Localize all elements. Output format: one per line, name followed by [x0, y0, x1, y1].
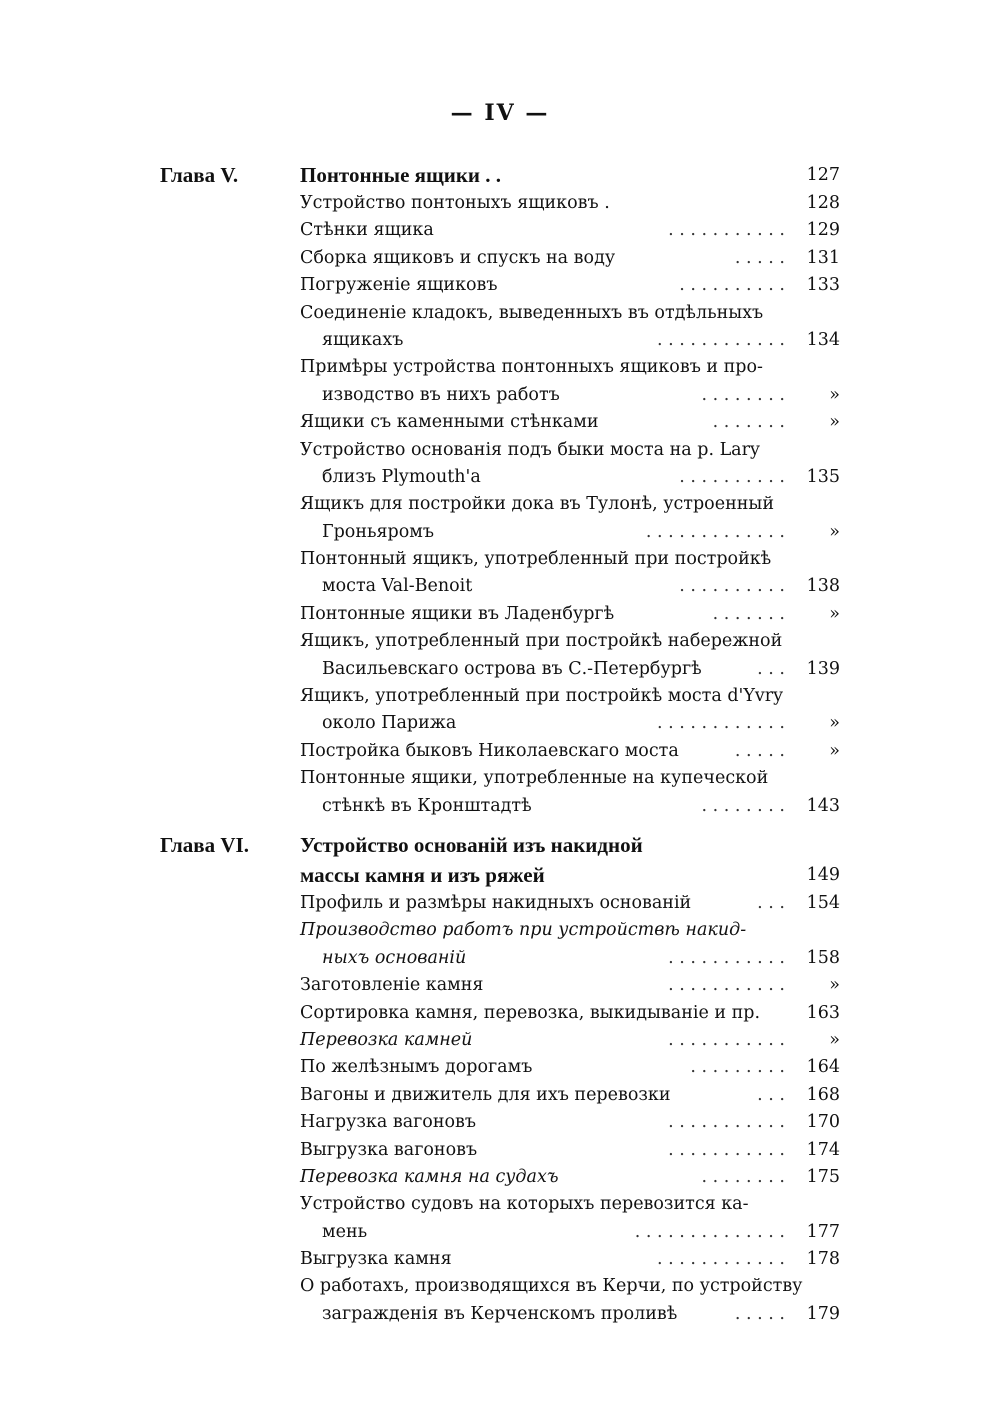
- toc-entry-text: Васильевскаго острова въ С.-Петербургѣ: [322, 658, 702, 679]
- toc-entry-row: [0, 656, 1000, 683]
- toc-entry-row: [0, 491, 1000, 518]
- leader-dots: . . . . . . .: [712, 412, 785, 433]
- leader-dots: . . . . .: [734, 1303, 785, 1324]
- leader-dots: . . . . . . . .: [701, 795, 785, 816]
- toc-entry-text: О работахъ, производящихся въ Керчи, по устройству: [300, 1276, 803, 1297]
- toc-entry-text: Заготовленіе камня: [300, 975, 484, 996]
- leader-dots: . . . . . . . . . . .: [668, 975, 785, 996]
- toc-entry-text: Стѣнки ящика: [300, 220, 434, 241]
- toc-entry-row: [0, 1301, 1000, 1328]
- toc-entry-page: »: [829, 740, 840, 761]
- chapter-label: Глава V.: [160, 163, 239, 187]
- toc-entry-page: 139: [806, 658, 840, 679]
- toc-entry-row: [0, 917, 1000, 944]
- toc-entry-row: [0, 1191, 1000, 1218]
- toc-entry-row: [0, 738, 1000, 765]
- toc-entry-page: »: [829, 384, 840, 405]
- table-of-contents: [0, 160, 1000, 1328]
- toc-entry-row: [0, 1000, 1000, 1027]
- toc-entry-text: Выгрузка вагоновъ: [300, 1139, 478, 1160]
- toc-entry-row: [0, 354, 1000, 381]
- toc-entry-page: 168: [806, 1084, 840, 1105]
- toc-entry-text: Перевозка камней: [300, 1029, 473, 1050]
- leader-dots: . . . . .: [734, 247, 785, 268]
- toc-entry-text: Ящикъ для постройки дока въ Тулонѣ, устроенный: [300, 494, 774, 515]
- leader-dots: . . . . . . .: [712, 603, 785, 624]
- toc-entry-text: Постройка быковъ Николаевскаго моста: [300, 740, 679, 761]
- toc-entry-page: »: [829, 1029, 840, 1050]
- toc-entry-page: »: [829, 603, 840, 624]
- toc-entry-page: 129: [806, 220, 840, 241]
- toc-entry-text: около Парижа: [322, 713, 457, 734]
- toc-entry-text: ныхъ основаній: [322, 947, 467, 968]
- toc-entry-row: [0, 409, 1000, 436]
- toc-entry-text: Ящикъ, употребленный при постройкѣ моста d'Yvry: [300, 686, 784, 707]
- toc-entry-text: Профиль и размѣры накидныхъ основаній: [300, 892, 692, 913]
- toc-entry-row: [0, 601, 1000, 628]
- toc-entry-text: Соединеніе кладокъ, выведенныхъ въ отдѣльныхъ: [300, 302, 764, 323]
- toc-entry-text: Понтонный ящикъ, употребленный при постройкѣ: [300, 549, 772, 570]
- toc-entry-page: 158: [806, 947, 840, 968]
- toc-entry-row: [0, 1246, 1000, 1273]
- toc-entry-text: Понтонные ящики въ Ладенбургѣ: [300, 603, 615, 624]
- leader-dots: . . . . . . . . . .: [679, 576, 785, 597]
- toc-entry-row: [0, 1164, 1000, 1191]
- toc-entry-row: [0, 683, 1000, 710]
- toc-entry-row: [0, 245, 1000, 272]
- toc-entry-page: 175: [806, 1166, 840, 1187]
- toc-entry-row: [0, 573, 1000, 600]
- toc-entry-row: [0, 628, 1000, 655]
- chapter-heading-row: [0, 860, 1000, 890]
- toc-entry-row: [0, 519, 1000, 546]
- toc-entry-row: [0, 217, 1000, 244]
- toc-entry-page: 154: [806, 892, 840, 913]
- toc-entry-row: [0, 1082, 1000, 1109]
- toc-entry-page: »: [829, 521, 840, 542]
- toc-entry-text: загражденія въ Керченскомъ проливѣ: [322, 1303, 678, 1324]
- leader-dots: . . . . . . . . . . . .: [657, 1249, 785, 1270]
- leader-dots: . . . . . . . . . . .: [668, 1112, 785, 1133]
- leader-dots: . . . . . . . . . . . . .: [645, 521, 785, 542]
- toc-entry-text: Производство работъ при устройствѣ накид-: [300, 920, 747, 941]
- toc-entry-text: Примѣры устройства понтонныхъ ящиковъ и про-: [300, 357, 763, 378]
- leader-dots: . . .: [757, 892, 785, 913]
- leader-dots: . . . . . . . . . .: [679, 275, 785, 296]
- toc-entry-row: [0, 793, 1000, 820]
- toc-entry-row: [0, 327, 1000, 354]
- toc-entry-row: [0, 437, 1000, 464]
- toc-entry-page: 131: [806, 247, 840, 268]
- toc-entry-text: Понтонные ящики, употребленные на купеческой: [300, 768, 769, 789]
- toc-entry-row: [0, 1027, 1000, 1054]
- toc-entry-row: [0, 1219, 1000, 1246]
- toc-entry-row: [0, 546, 1000, 573]
- toc-entry-text: моста Val-Benoit: [322, 576, 473, 597]
- toc-entry-text: Гроньяромъ: [322, 521, 435, 542]
- toc-entry-row: [0, 272, 1000, 299]
- toc-entry-row: [0, 1137, 1000, 1164]
- toc-entry-page: »: [829, 975, 840, 996]
- leader-dots: . . . . . . . . . . . .: [657, 329, 785, 350]
- chapter-gap: [0, 820, 1000, 830]
- toc-entry-page: 170: [806, 1112, 840, 1133]
- toc-entry-text: Ящики съ каменными стѣнками: [300, 412, 599, 433]
- toc-entry-text: Перевозка камня на судахъ: [300, 1166, 559, 1187]
- toc-entry-row: [0, 765, 1000, 792]
- toc-entry-page: 177: [806, 1221, 840, 1242]
- toc-entry-page: 133: [806, 275, 840, 296]
- toc-entry-text: Нагрузка вагоновъ: [300, 1112, 477, 1133]
- toc-entry-page: »: [829, 713, 840, 734]
- toc-entry-row: [0, 464, 1000, 491]
- leader-dots: . . . . . . . . . . . .: [657, 713, 785, 734]
- chapter-page: 127: [806, 165, 840, 185]
- toc-entry-row: [0, 1109, 1000, 1136]
- toc-entry-row: [0, 1054, 1000, 1081]
- toc-entry-text: Устройство понтоныхъ ящиковъ .: [300, 193, 610, 213]
- leader-dots: . . . . . . . . . . .: [668, 220, 785, 241]
- toc-entry-page: 134: [806, 329, 840, 350]
- chapter-title: Устройство основаній изъ накидной: [300, 832, 643, 857]
- toc-entry-page: 143: [806, 795, 840, 816]
- toc-entry-text: Устройство основанія подъ быки моста на р. Lary: [300, 439, 760, 460]
- toc-entry-text: стѣнкѣ въ Кронштадтѣ: [322, 795, 532, 816]
- leader-dots: . . . . . . . . .: [690, 1057, 785, 1078]
- toc-entry-text: Устройство судовъ на которыхъ перевозится ка-: [300, 1194, 749, 1215]
- toc-entry-text: ящикахъ: [322, 329, 404, 350]
- page-header: — IV —: [450, 100, 550, 126]
- toc-entry-row: [0, 190, 1000, 217]
- toc-entry-text: близъ Plymouth'a: [322, 466, 481, 487]
- leader-dots: . . . . . . . . . .: [679, 466, 785, 487]
- leader-dots: . . . . . . . .: [701, 1166, 785, 1187]
- toc-entry-page: 138: [806, 576, 840, 597]
- toc-entry-text: Выгрузка камня: [300, 1249, 452, 1270]
- toc-entry-page: 128: [806, 193, 840, 213]
- toc-entry-page: 164: [806, 1057, 840, 1078]
- toc-entry-page: »: [829, 412, 840, 433]
- chapter-title: Понтонные ящики . .: [300, 163, 502, 187]
- toc-entry-row: [0, 710, 1000, 737]
- toc-entry-page: 135: [806, 466, 840, 487]
- toc-entry-text: Погруженіе ящиковъ: [300, 275, 498, 296]
- leader-dots: . . . . .: [734, 740, 785, 761]
- toc-entry-row: [0, 300, 1000, 327]
- leader-dots: . . . . . . . . . . .: [668, 947, 785, 968]
- toc-entry-text: изводство въ нихъ работъ: [322, 384, 560, 405]
- toc-entry-text: По желѣзнымъ дорогамъ: [300, 1057, 533, 1078]
- leader-dots: . . . . . . . .: [701, 384, 785, 405]
- leader-dots: . . .: [757, 1084, 785, 1105]
- toc-entry-page: 174: [806, 1139, 840, 1160]
- toc-entry-text: мень: [322, 1221, 368, 1242]
- chapter-heading-row: [0, 160, 1000, 190]
- leader-dots: . . . . . . . . . . . . . .: [634, 1221, 785, 1242]
- toc-entry-text: Сборка ящиковъ и спускъ на воду: [300, 247, 616, 268]
- toc-entry-text: Сортировка камня, перевозка, выкидываніе и пр.: [300, 1002, 761, 1023]
- toc-entry-page: 178: [806, 1249, 840, 1270]
- leader-dots: . . . . . . . . . . .: [668, 1139, 785, 1160]
- leader-dots: . . .: [757, 658, 785, 679]
- toc-entry-row: [0, 382, 1000, 409]
- chapter-label: Глава VI.: [160, 832, 249, 857]
- chapter-heading-row: [0, 830, 1000, 860]
- leader-dots: . . . . . . . . . . .: [668, 1029, 785, 1050]
- toc-entry-row: [0, 1273, 1000, 1300]
- toc-entry-page: 163: [806, 1002, 840, 1023]
- toc-entry-text: Вагоны и движитель для ихъ перевозки: [300, 1084, 671, 1105]
- toc-entry-row: [0, 945, 1000, 972]
- chapter-title: массы камня и изъ ряжей: [300, 862, 545, 887]
- toc-entry-row: [0, 890, 1000, 917]
- chapter-page: 149: [806, 864, 840, 885]
- toc-entry-row: [0, 972, 1000, 999]
- toc-entry-text: Ящикъ, употребленный при постройкѣ набережной: [300, 631, 783, 652]
- toc-entry-page: 179: [806, 1303, 840, 1324]
